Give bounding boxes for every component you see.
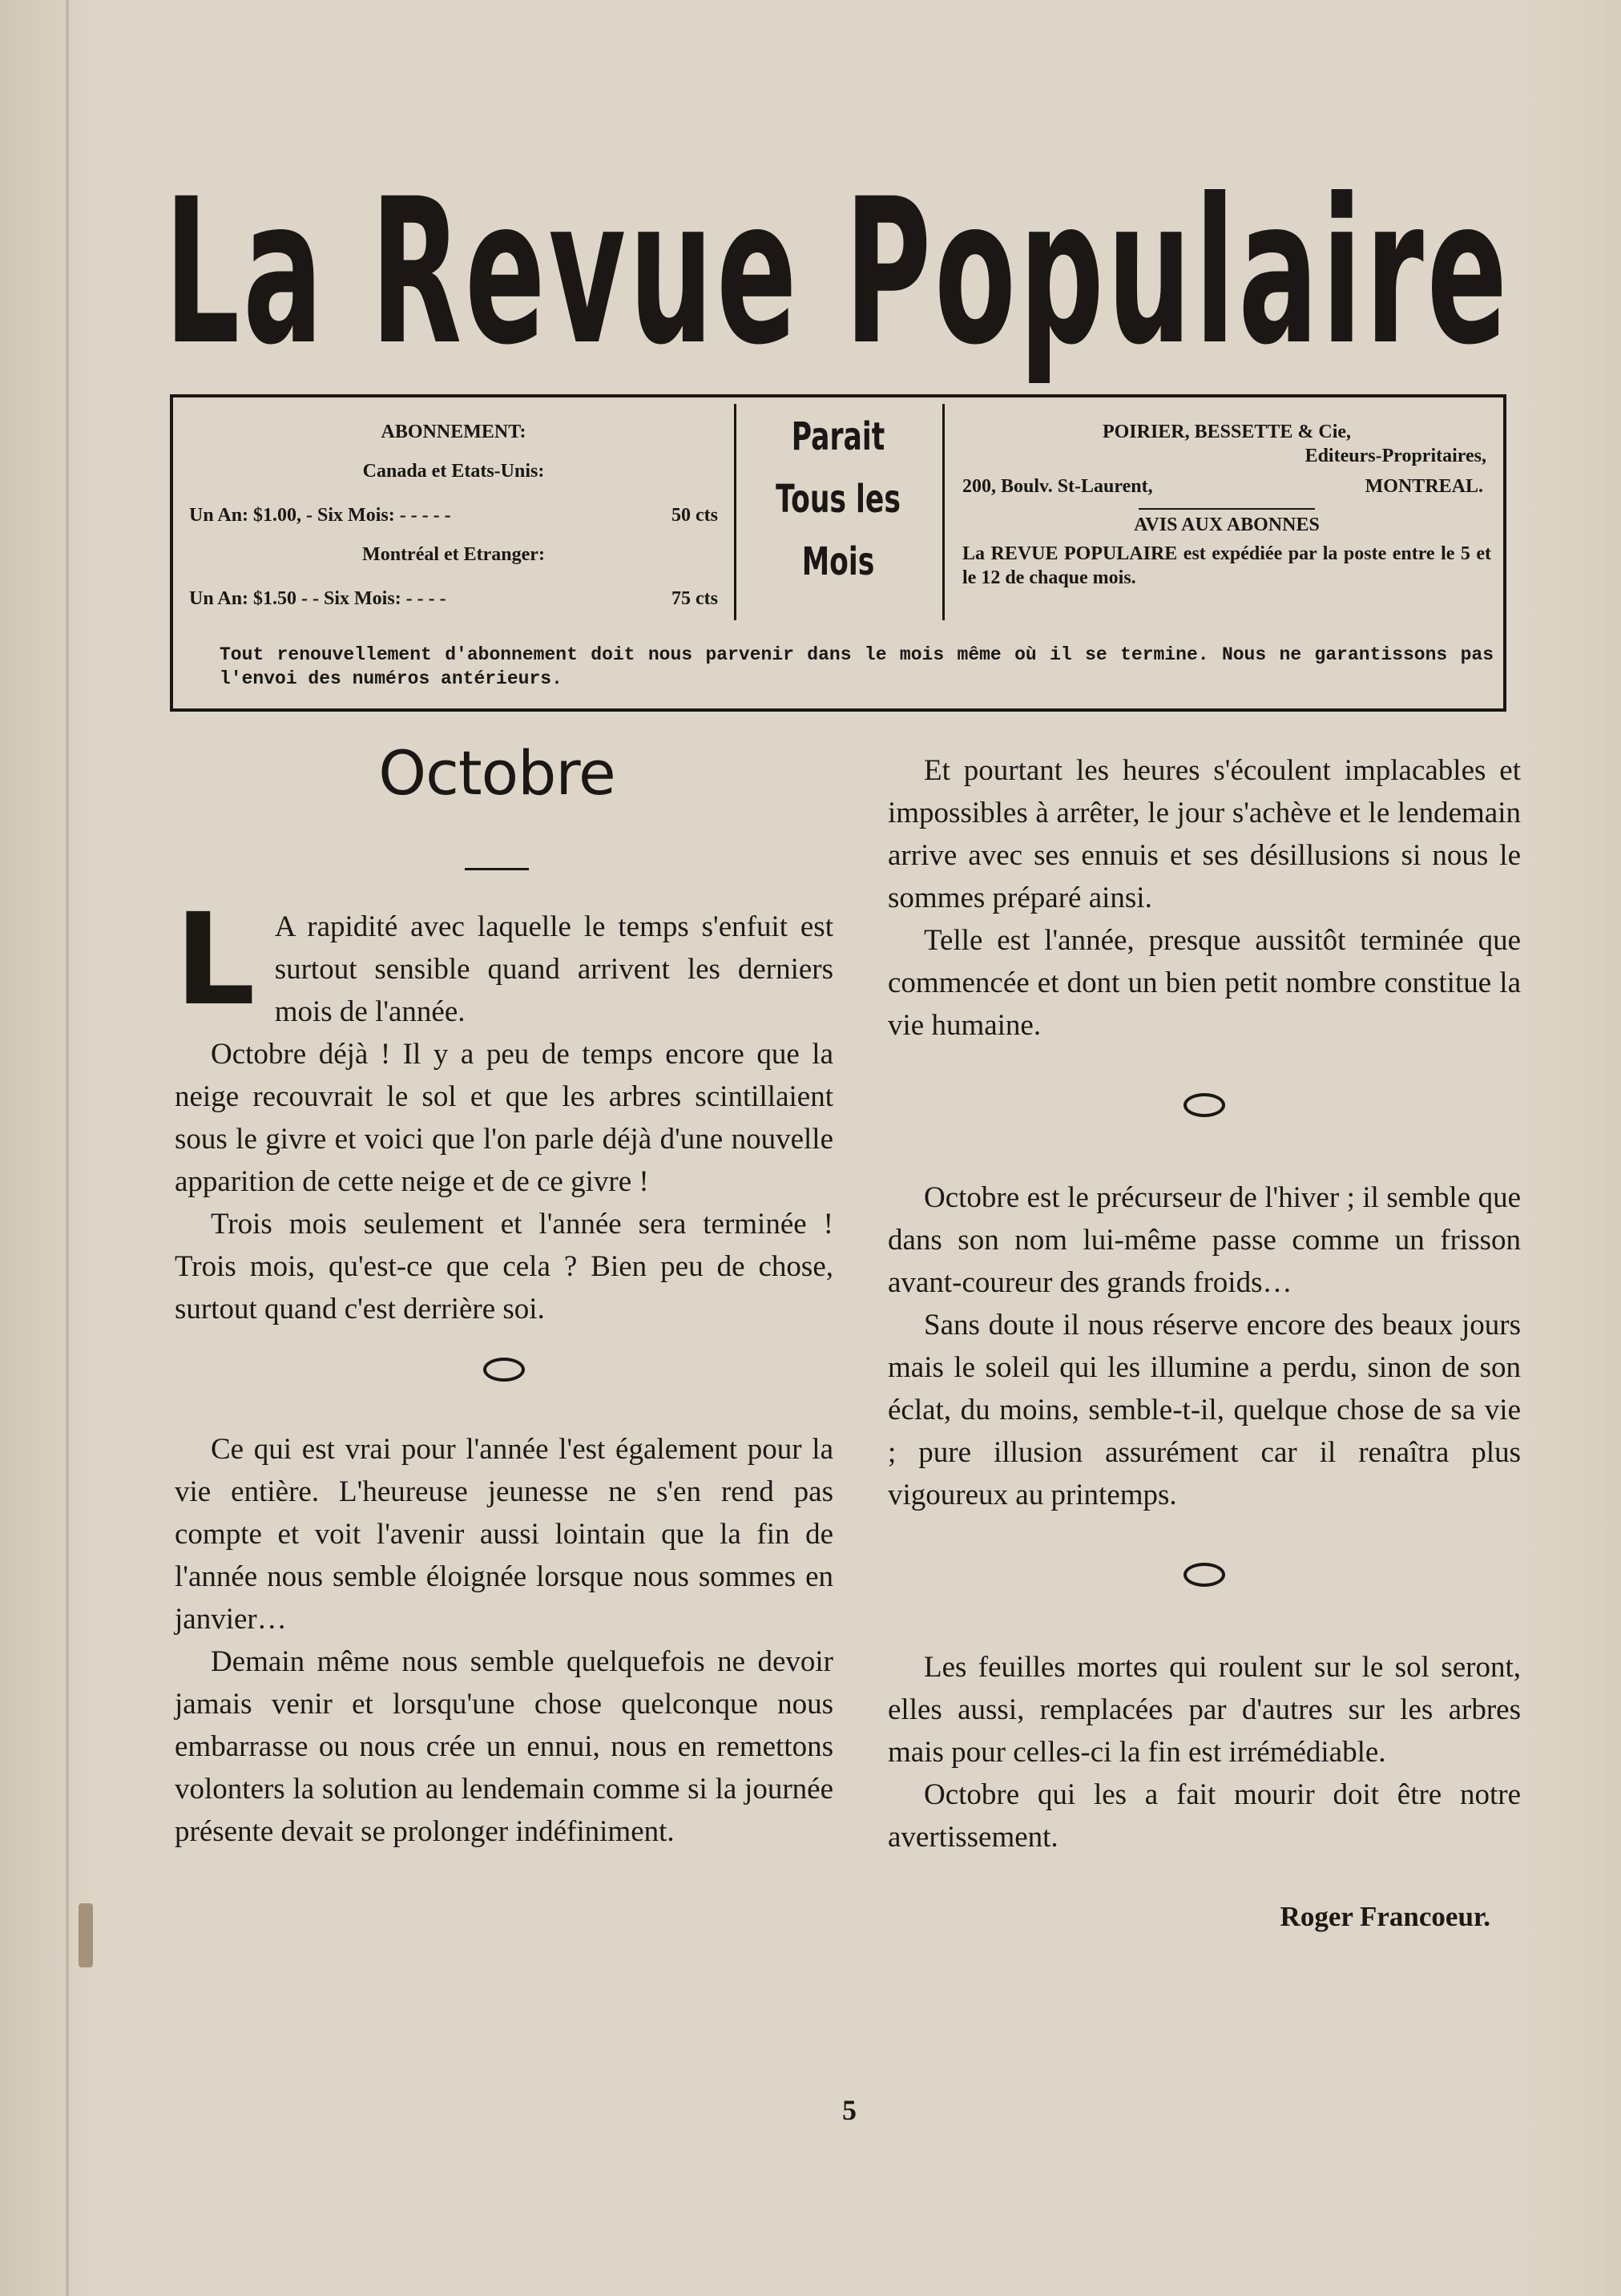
masthead-title: La Revue Populaire bbox=[164, 155, 1510, 389]
rate-label: Un An: $1.50 - - Six Mois: - - - - bbox=[189, 588, 446, 609]
author-signature: Roger Francoeur. bbox=[1280, 1901, 1490, 1932]
paragraph: Octobre est le précurseur de l'hiver ; il semble que dans son nom lui-même passe comme un frisson avant-coureur des grands froids… bbox=[888, 1181, 1521, 1299]
frequency-line: Tous les bbox=[776, 477, 901, 522]
rate-line-canada bbox=[189, 505, 718, 527]
paragraph: Octobre qui les a fait mourir doit être notre avertissement. bbox=[888, 1778, 1521, 1854]
subscription-rates bbox=[189, 422, 718, 610]
binding-edge bbox=[66, 0, 69, 2296]
paragraph: Demain même nous semble quelquefois ne devoir jamais venir et lorsqu'une chose quelconque nous embarrasse ou nous crée un ennui, nous en remettons volonters la solution au lendemain comme si la journée présente devait se prolonger indéfiniment. bbox=[175, 1645, 833, 1848]
article-column-right bbox=[888, 749, 1521, 1938]
rate-label: Un An: $1.00, - Six Mois: - - - - - bbox=[189, 505, 451, 526]
frequency-line: Parait bbox=[791, 414, 885, 459]
publisher-address bbox=[962, 474, 1491, 498]
region-montreal: Montréal et Etranger: bbox=[362, 544, 545, 565]
rate-price: 50 cts bbox=[671, 505, 718, 526]
notice-rule bbox=[1139, 508, 1315, 510]
article-column-left bbox=[175, 886, 833, 1853]
paragraph: Telle est l'année, presque aussitôt terminée que commencée et dont un bien petit nombre constitue la vie humaine. bbox=[888, 924, 1521, 1042]
paragraph: Les feuilles mortes qui roulent sur le sol seront, elles aussi, remplacées par d'autres sur les arbres mais pour celles-ci la fin est irrémédiable. bbox=[888, 1651, 1521, 1769]
title-rule bbox=[465, 868, 529, 870]
paragraph: Ce qui est vrai pour l'année l'est également pour la vie entière. L'heureuse jeunesse ne s'en rend pas compte et voit l'avenir aussi lointain que la fin de l'année nous semble éloignée lorsque nous sommes en janvier… bbox=[175, 1433, 833, 1636]
frequency-notice bbox=[717, 406, 959, 593]
subscription-info-box bbox=[170, 394, 1506, 712]
rate-price: 75 cts bbox=[671, 588, 718, 609]
section-ornament bbox=[483, 1358, 525, 1382]
notice-text: La REVUE POPULAIRE est expédiée par la poste entre le 5 et le 12 de chaque mois. bbox=[962, 543, 1491, 588]
publisher-info bbox=[962, 420, 1491, 590]
paragraph: Et pourtant les heures s'écoulent implacables et impossibles à arrêter, le jour s'achève et le lendemain arrive avec ses ennuis et ses désillusions si nous le sommes préparé ainsi. bbox=[888, 754, 1521, 914]
section-ornament bbox=[1183, 1563, 1225, 1587]
article-title: Octobre bbox=[378, 737, 615, 809]
masthead bbox=[164, 155, 1510, 389]
paragraph: Trois mois seulement et l'année sera terminée ! Trois mois, qu'est-ce que cela ? Bien peu de chose, surtout quand c'est derrière soi. bbox=[175, 1208, 833, 1326]
notice-title: AVIS AUX ABONNES bbox=[1134, 514, 1320, 535]
subscription-heading: ABONNEMENT: bbox=[381, 422, 526, 442]
region-canada-us: Canada et Etats-Unis: bbox=[362, 461, 545, 482]
publisher-name: POIRIER, BESSETTE & Cie, bbox=[1102, 422, 1352, 442]
paragraph: Octobre déjà ! Il y a peu de temps encore que la neige recouvrait le sol et que les arbres scintillaient sous le givre et voici que l'on parle déjà d'une nouvelle apparition de cette neige et de ce givre ! bbox=[175, 1038, 833, 1198]
paragraph: L A rapidité avec laquelle le temps s'enfuit est surtout sensible quand arrivent les derniers mois de l'année. bbox=[175, 886, 833, 1034]
publisher-role: Editeurs-Propritaires, bbox=[1304, 446, 1486, 466]
rate-line-montreal bbox=[189, 588, 718, 610]
publisher-street: 200, Boulv. St-Laurent, bbox=[962, 476, 1153, 497]
renewal-notice: Tout renouvellement d'abonnement doit nous parvenir dans le mois même où il se termine. Nous ne garantissons pas l'envoi des numéros antérieurs. bbox=[220, 644, 1494, 689]
section-ornament bbox=[1183, 1093, 1225, 1117]
page-number: 5 bbox=[842, 2094, 857, 2126]
paper-stain bbox=[79, 1903, 93, 1967]
publisher-city: MONTREAL. bbox=[1365, 476, 1483, 497]
drop-cap: L bbox=[175, 886, 256, 1034]
paragraph: Sans doute il nous réserve encore des beaux jours mais le soleil qui les illumine a perdu, sinon de son éclat, du moins, semble-t-il, quelque chose de sa vie ; pure illusion assurément car il renaîtra plus vigoureux au printemps. bbox=[888, 1309, 1521, 1511]
frequency-line: Mois bbox=[801, 539, 875, 584]
